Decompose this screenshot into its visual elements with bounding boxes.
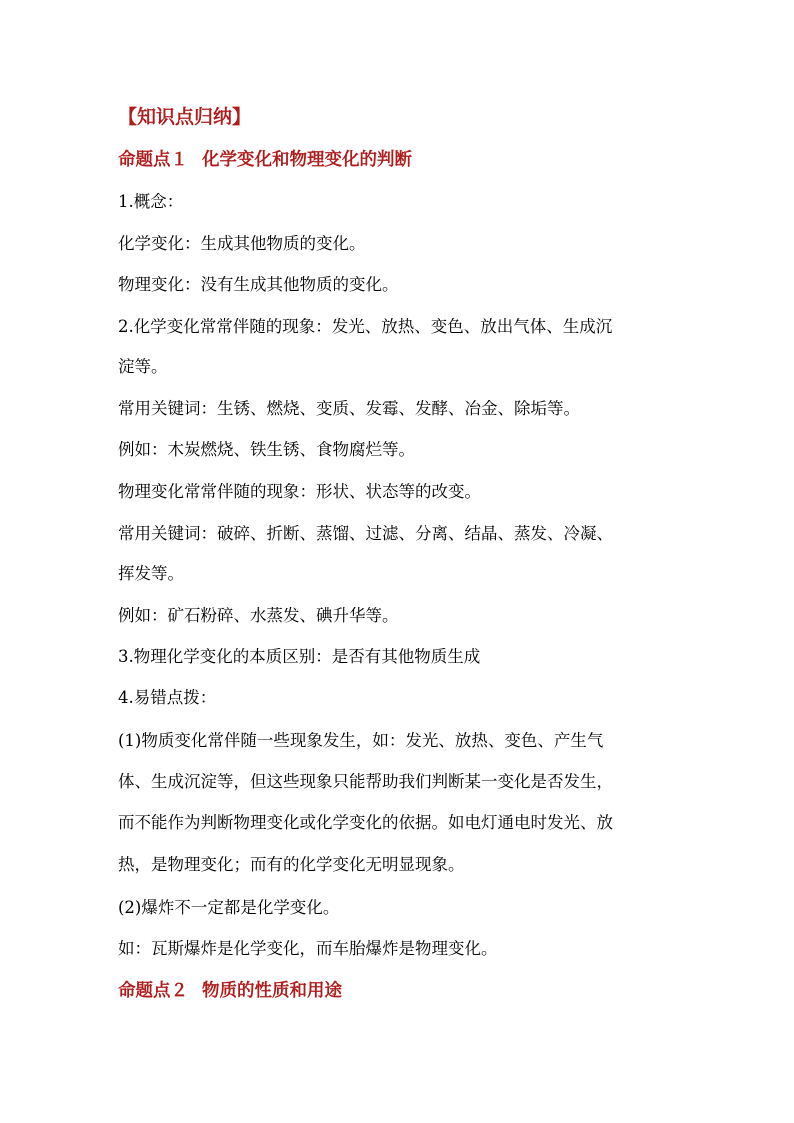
body-line: 2.化学变化常常伴随的现象：发光、放热、变色、放出气体、生成沉 [118,317,613,336]
body-line: 常用关键词：生锈、燃烧、变质、发霉、发酵、冶金、除垢等。 [118,399,580,418]
body-line: 1.概念： [118,192,184,211]
body-line: 体、生成沉淀等，但这些现象只能帮助我们判断某一变化是否发生， [118,772,613,791]
section-number: 命题点１ [118,150,188,170]
body-line: 3.物理化学变化的本质区别：是否有其他物质生成 [118,647,481,666]
body-line: 常用关键词：破碎、折断、蒸馏、过滤、分离、结晶、蒸发、冷凝、 [118,524,613,543]
body-line: 淀等。 [118,357,168,376]
body-line: 挥发等。 [118,564,184,583]
body-line: 化学变化：生成其他物质的变化。 [118,234,366,253]
section-title: 物质的性质和用途 [202,981,342,1001]
body-line: 物理变化：没有生成其他物质的变化。 [118,275,399,294]
section-number: 命题点２ [118,981,188,1001]
section-title: 化学变化和物理变化的判断 [202,150,412,170]
body-line: (1)物质变化常伴随一些现象发生，如：发光、放热、变色、产生气 [118,731,604,750]
body-line: 例如：木炭燃烧、铁生锈、食物腐烂等。 [118,440,415,459]
body-line: 热，是物理变化；而有的化学变化无明显现象。 [118,855,465,874]
body-line: (2)爆炸不一定都是化学变化。 [118,898,340,917]
section-heading-1 [118,149,412,171]
body-line: 例如：矿石粉碎、水蒸发、碘升华等。 [118,606,399,625]
section-heading-2 [118,980,342,1002]
body-line: 物理变化常常伴随的现象：形状、状态等的改变。 [118,482,481,501]
body-line: 如：瓦斯爆炸是化学变化，而车胎爆炸是物理变化。 [118,939,498,958]
body-line: 4.易错点拨： [118,688,217,707]
document-title: 【知识点归纳】 [118,106,252,128]
body-line: 而不能作为判断物理变化或化学变化的依据。如电灯通电时发光、放 [118,813,613,832]
